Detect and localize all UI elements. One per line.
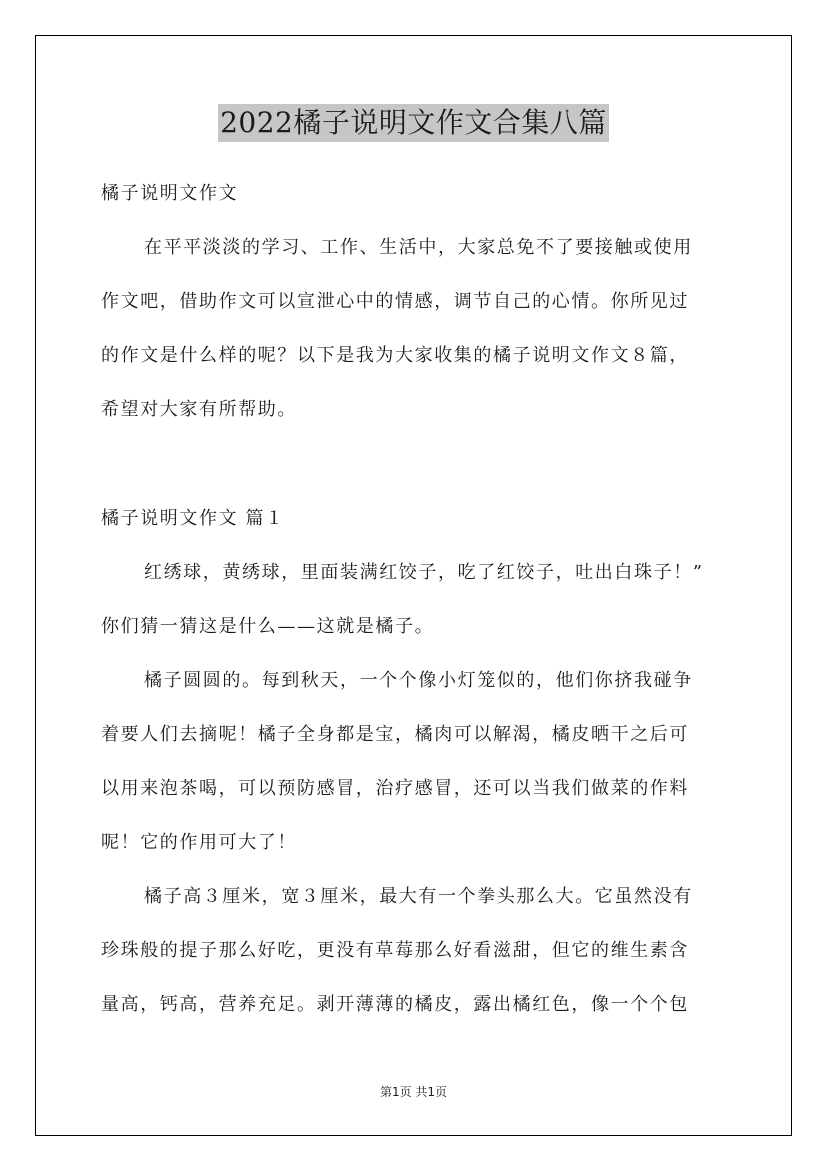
paragraph-line: 红绣球，黄绣球，里面装满红饺子，吃了红饺子，吐出白珠子！” [144,562,704,583]
paragraph-line: 量高，钙高，营养充足。剥开薄薄的橘皮，露出橘红色，像一个个包 [101,994,689,1015]
paragraph-line: 以用来泡茶喝，可以预防感冒，治疗感冒，还可以当我们做菜的作料 [101,778,689,799]
paragraph-line: 作文吧，借助作文可以宣泄心中的情感，调节自己的心情。你所见过 [101,291,689,312]
paragraph-line: 的作文是什么样的呢？以下是我为大家收集的橘子说明文作文８篇， [101,345,689,366]
title-container [0,104,827,142]
paragraph-line: 希望对大家有所帮助。 [101,399,297,420]
paragraph-line: 珍珠般的提子那么好吃，更没有草莓那么好看滋甜，但它的维生素含 [101,940,689,961]
paragraph-line: 在平平淡淡的学习、工作、生活中，大家总免不了要接触或使用 [144,237,693,258]
paragraph-line: 橘子圆圆的。每到秋天，一个个像小灯笼似的，他们你挤我碰争 [144,670,693,691]
section-heading: 橘子说明文作文 [101,183,239,204]
paragraph-line: 呢！它的作用可大了！ [101,832,297,853]
paragraph-line: 你们猜一猜这是什么——这就是橘子。 [101,616,435,637]
paragraph-line: 着要人们去摘呢！橘子全身都是宝，橘肉可以解渴，橘皮晒干之后可 [101,724,689,745]
document-title: 2022橘子说明文作文合集八篇 [218,104,609,142]
page-footer: 第1页 共1页 [379,1085,448,1099]
section-heading: 橘子说明文作文 篇１ [101,508,285,529]
paragraph-line: 橘子高３厘米，宽３厘米，最大有一个拳头那么大。它虽然没有 [144,886,693,907]
